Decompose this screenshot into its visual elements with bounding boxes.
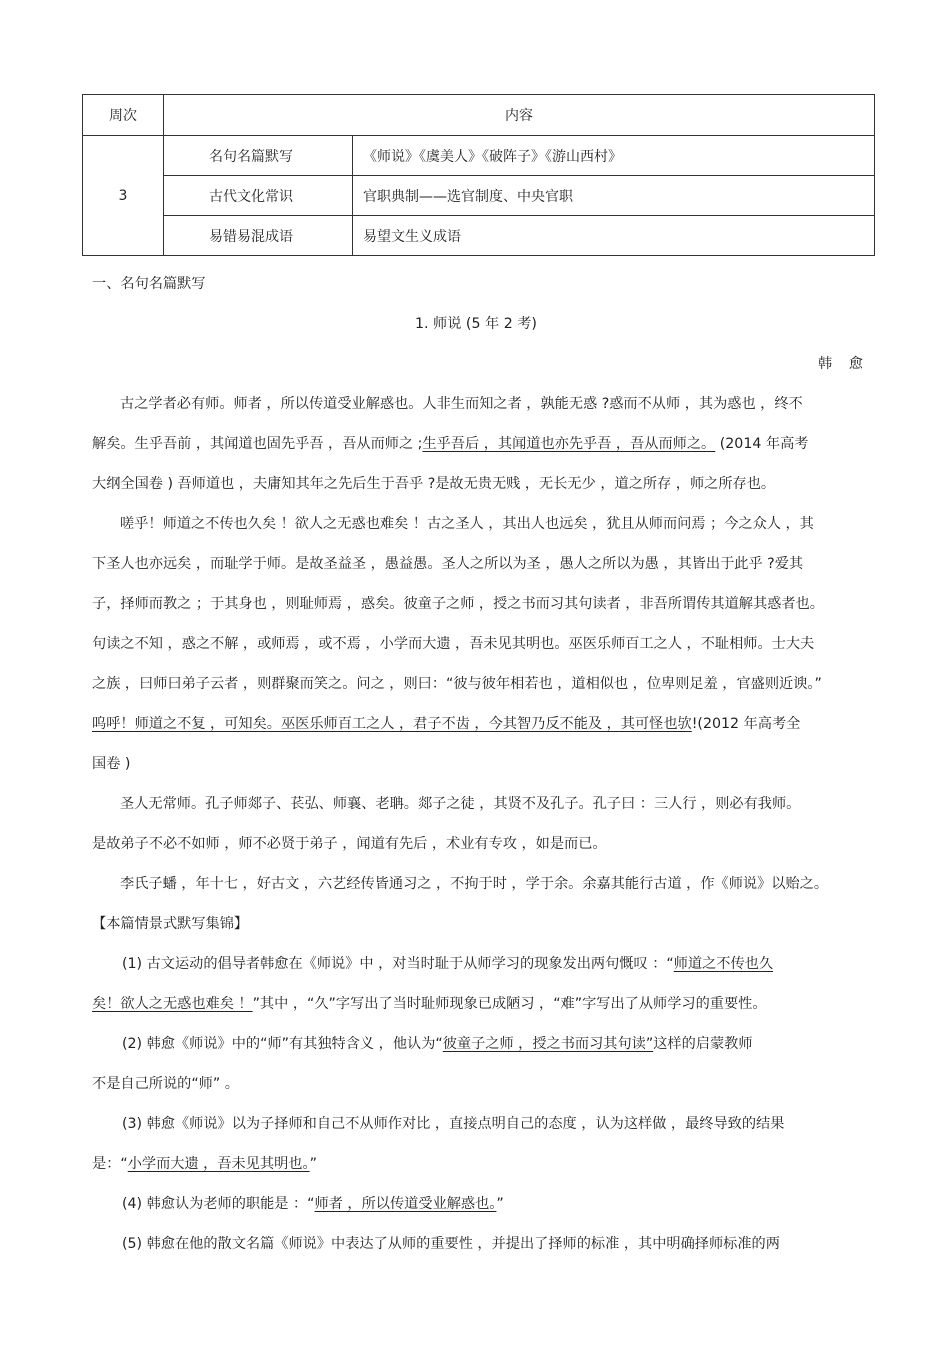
essay-line: 李氏子蟠 ，年十七 ，好古文 ，六艺经传皆通习之 ，不拘于时 ，学于余。余嘉其能行古道 ，作《师说》以贻之。 [120,876,829,892]
essay-line: 是故弟子不必不如师 ，师不必贤于弟子 ，闻道有先后 ，术业有专攻 ，如是而已。 [92,836,607,852]
essay-line: 句读之不知 ，惑之不解 ，或师焉 ，或不焉 ，小学而大遗 ，吾未见其明也。巫医乐师百工之人 ，不耻相师。士大夫 [92,636,815,652]
table-row [83,136,875,176]
table-row [83,216,875,256]
detail-cell: 《师说》《虞美人》《破阵子》《游山西村》 [353,136,875,176]
category-cell: 易错易混成语 [164,216,353,256]
answer-blank: 师道之不传也久 [673,956,774,972]
answer-blank: 矣！欲人之无惑也难矣 ！ [92,996,253,1012]
essay-line: 嗟乎！师道之不传也久矣 ！欲人之无惑也难矣 ！古之圣人 ，其出人也远矣 ，犹且从师而问焉 ；今之众人 ，其 [120,516,814,532]
underlined-quote: 呜呼！师道之不复 ，可知矣。巫医乐师百工之人 ，君子不齿 ，今其智乃反不能及 ，其可怪也欤 [92,716,692,732]
section-heading: 一、名句名篇默写 [92,276,206,292]
underlined-quote: 生乎吾后 ，其闻道也亦先乎吾 ，吾从而师之。 [422,436,716,452]
essay-line: 解矣。生乎吾前 ，其闻道也固先乎吾 ，吾从而师之 ;生乎吾后 ，其闻道也亦先乎吾 ，吾从而师之。 (2014 年高考 [92,436,809,452]
question-3-cont: 是：“小学而大遗 ，吾未见其明也。” [92,1156,317,1172]
collection-heading: 【本篇情景式默写集锦】 [92,916,249,932]
essay-line: 之族 ，曰师曰弟子云者 ，则群聚而笑之。问之 ，则曰：“彼与彼年相若也 ，道相似也 ，位卑则足羞 ，官盛则近谀。” [92,676,822,692]
detail-cell: 易望文生义成语 [353,216,875,256]
content-header: 内容 [164,95,875,136]
detail-cell: 官职典制——选官制度、中央官职 [353,176,875,216]
essay-line: 大纲全国卷 ) 吾师道也 ，夫庸知其年之先后生于吾乎 ?是故无贵无贱 ，无长无少 ，道之所存 ，师之所存也。 [92,476,776,492]
week-header: 周次 [83,95,164,136]
week-number: 3 [83,136,164,256]
answer-blank: 师者 ，所以传道受业解惑也。 [314,1196,497,1212]
essay-author: 韩 愈 [818,356,869,372]
essay-line: 下圣人也亦远矣 ，而耻学于师。是故圣益圣 ，愚益愚。圣人之所以为圣 ，愚人之所以为愚 ，其皆出于此乎 ?爱其 [92,556,804,572]
category-cell: 古代文化常识 [164,176,353,216]
essay-line: 圣人无常师。孔子师郯子、苌弘、师襄、老聃。郯子之徒 ，其贤不及孔子。孔子曰 ：三人行 ，则必有我师。 [120,796,801,812]
question-1: (1) 古文运动的倡导者韩愈在《师说》中 ，对当时耻于从师学习的现象发出两句慨叹 ：“师道之不传也久 [122,956,774,972]
question-1-cont: 矣！欲人之无惑也难矣 ！”其中 ，“久”字写出了当时耻师现象已成陋习 ，“难”字写出了从师学习的重要性。 [92,996,767,1012]
question-2-cont: 不是自己所说的“师” 。 [92,1076,239,1092]
question-4: (4) 韩愈认为老师的职能是 ：“师者 ，所以传道受业解惑也。” [122,1196,504,1212]
table-row [83,176,875,216]
essay-line: 古之学者必有师。师者 ，所以传道受业解惑也。人非生而知之者 ，孰能无惑 ?惑而不从师 ，其为惑也 ，终不 [120,396,803,412]
question-3: (3) 韩愈《师说》以为子择师和自己不从师作对比 ，直接点明自己的态度 ，认为这样做 ，最终导致的结果 [122,1116,785,1132]
question-5: (5) 韩愈在他的散文名篇《师说》中表达了从师的重要性 ，并提出了择师的标准 ，其中明确择师标准的两 [122,1236,780,1252]
schedule-table [82,94,875,256]
essay-line: 国卷 ) [92,756,131,772]
category-cell: 名句名篇默写 [164,136,353,176]
question-2: (2) 韩愈《师说》中的“师”有其独特含义 ，他认为“彼童子之师 ，授之书而习其句读”这样的启蒙教师 [122,1036,753,1052]
table-header-row [83,95,875,136]
essay-line: 子，择师而教之 ；于其身也 ，则耻师焉 ，惑矣。彼童子之师 ，授之书而习其句读者 ，非吾所谓传其道解其惑者也。 [92,596,824,612]
answer-blank: 小学而大遗 ，吾未见其明也。 [127,1156,310,1172]
essay-line: 呜呼！师道之不复 ，可知矣。巫医乐师百工之人 ，君子不齿 ，今其智乃反不能及 ，其可怪也欤!(2012 年高考全 [92,716,801,732]
answer-blank: 彼童子之师 ，授之书而习其句读” [442,1036,654,1052]
essay-title: 1. 师说 (5 年 2 考) [415,316,537,332]
